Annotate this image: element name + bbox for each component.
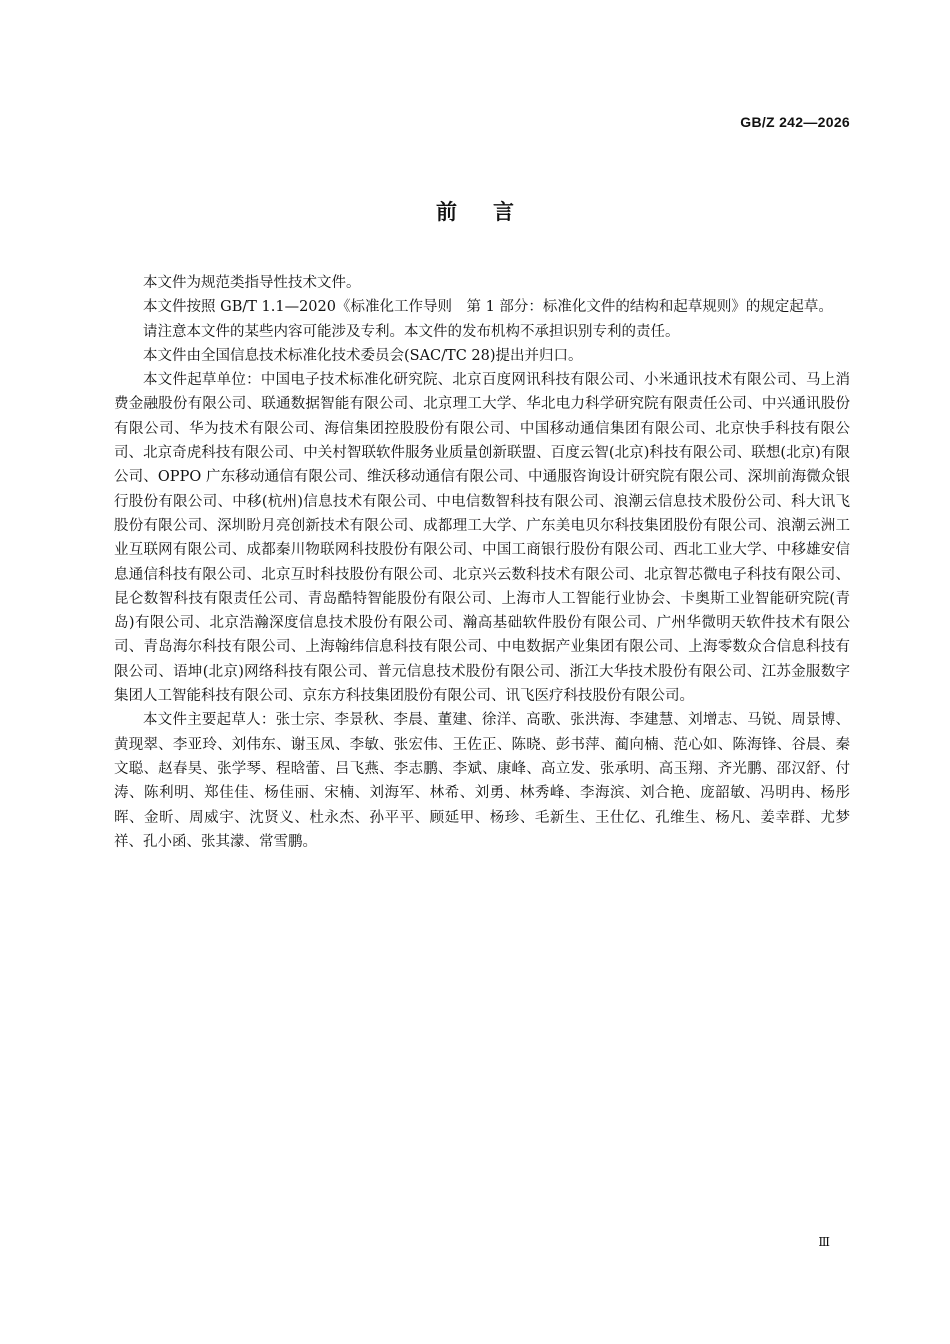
document-body [114,271,850,854]
paragraph-patent-notice: 请注意本文件的某些内容可能涉及专利。本文件的发布机构不承担识别专利的责任。 [143,323,680,340]
document-number: GB/Z 242—2026 [740,114,850,130]
paragraph-document-type: 本文件为规范类指导性技术文件。 [143,275,361,291]
paragraph-drafting-units: 本文件起草单位：中国电子技术标准化研究院、北京百度网讯科技有限公司、小米通讯技术有限公司、马上消费金融股份有限公司、联通数据智能有限公司、北京理工大学、华北电力科学研究院有限责任公司、中兴通讯股份有限公司、华为技术有限公司、海信集团控股股份有限公司、中国移动通信集团有限公司、北京快手科技有限公司、北京奇虎科技有限公司、中关村智联软件服务业质量创新联盟、百度云智(北京)科技有限公司、联想(北京)有限公司、OPPO 广东移动通信有限公司、维沃移动通信有限公司、中通服咨询设计研究院有限公司、深圳前海微众银行股份有限公司、中移(杭州)信息技术有限公司、中电信数智科技有限公司、浪潮云信息技术股份公司、科大讯飞股份有限公司、深圳盼月亮创新技术有限公司、成都理工大学、广东美电贝尔科技集团股份有限公司、浪潮云洲工业互联网有限公司、成都秦川物联网科技股份有限公司、中国工商银行股份有限公司、西北工业大学、中移雄安信息通信科技有限公司、北京互时科技股份有限公司、北京兴云数科技术有限公司、北京智芯微电子科技有限公司、昆仑数智科技有限责任公司、青岛酷特智能股份有限公司、上海市人工智能行业协会、卡奥斯工业智能研究院(青岛)有限公司、北京浩瀚深度信息技术股份有限公司、瀚高基础软件股份有限公司、广州华微明天软件技术有限公司、青岛海尔科技有限公司、上海翰纬信息科技有限公司、中电数据产业集团有限公司、上海零数众合信息科技有限公司、语坤(北京)网络科技有限公司、普元信息技术股份有限公司、浙江大华技术股份有限公司、江苏金服数字集团人工智能科技有限公司、京东方科技集团股份有限公司、讯飞医疗科技股份有限公司。 [114,372,850,705]
page-number: Ⅲ [818,1235,830,1249]
paragraph-proposer: 本文件由全国信息技术标准化技术委员会(SAC/TC 28)提出并归口。 [143,347,583,364]
page-title: 前言 [436,200,550,224]
paragraph-drafting-rules: 本文件按照 GB/T 1.1—2020《标准化工作导则 第 1 部分：标准化文件的结构和起草规则》的规定起草。 [143,299,833,316]
paragraph-main-drafters: 本文件主要起草人：张士宗、李景秋、李晨、董建、徐洋、高歌、张洪海、李建慧、刘增志、马锐、周景博、黄现翠、李亚玲、刘伟东、谢玉凤、李敏、张宏伟、王佐正、陈晓、彭书萍、蔺向楠、范心如、陈海锋、谷晨、秦文聪、赵春昊、张学琴、程晗蕾、吕飞燕、李志鹏、李斌、康峰、高立发、张承明、高玉翔、齐光鹏、邵汉舒、付涛、陈利明、郑佳佳、杨佳丽、宋楠、刘海军、林希、刘勇、林秀峰、李海滨、刘合艳、庞韶敏、冯明冉、杨彤晖、金昕、周威宇、沈贤义、杜永杰、孙平平、顾延甲、杨珍、毛新生、王仕亿、孔维生、杨凡、姜幸群、尤梦祥、孔小函、张其濛、常雪鹏。 [114,712,850,850]
